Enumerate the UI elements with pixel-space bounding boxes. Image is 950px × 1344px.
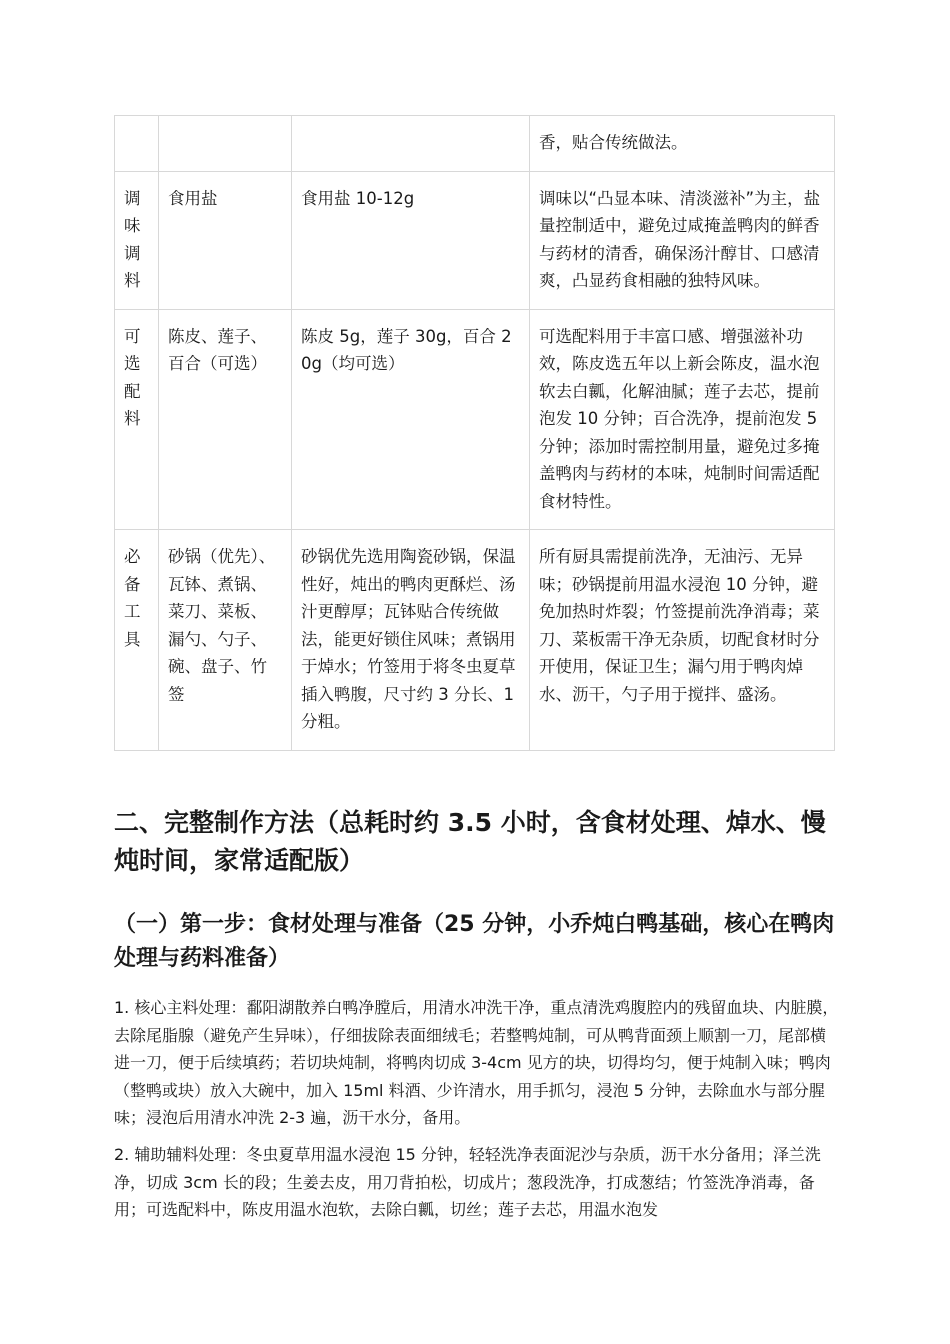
table-cell-item: 陈皮、莲子、百合（可选）	[159, 309, 292, 530]
table-row	[115, 116, 835, 172]
table-row	[115, 171, 835, 309]
table-row	[115, 309, 835, 530]
table-cell-note: 所有厨具需提前洗净，无油污、无异味；砂锅提前用温水浸泡 10 分钟，避免加热时炸裂；竹签提前洗净消毒；菜刀、菜板需干净无杂质，切配食材时分开使用，保证卫生；漏勺用于鸭肉焯水、沥干，勺子用于搅拌、盛汤。	[530, 530, 835, 751]
section-heading: 二、完整制作方法（总耗时约 3.5 小时，含食材处理、焯水、慢炖时间，家常适配版）	[114, 808, 826, 875]
table-cell-category: 调味调料	[115, 171, 159, 309]
table-row	[115, 530, 835, 751]
table-cell-category: 可选配料	[115, 309, 159, 530]
table-cell-note: 调味以“凸显本味、清淡滋补”为主，盐量控制适中，避免过咸掩盖鸭肉的鲜香与药材的清香，确保汤汁醇甘、口感清爽，凸显药食相融的独特风味。	[530, 171, 835, 309]
subsection-heading: （一）第一步：食材处理与准备（25 分钟，小乔炖白鸭基础，核心在鸭肉处理与药料准备）	[114, 912, 835, 971]
table-cell-category	[115, 116, 159, 172]
table-cell-amount	[292, 116, 530, 172]
table-cell-amount: 砂锅优先选用陶瓷砂锅，保温性好，炖出的鸭肉更酥烂、汤汁更醇厚；瓦钵贴合传统做法，能更好锁住风味；煮锅用于焯水；竹签用于将冬虫夏草插入鸭腹，尺寸约 3 分长、1 分粗。	[292, 530, 530, 751]
table-cell-note: 可选配料用于丰富口感、增强滋补功效，陈皮选五年以上新会陈皮，温水泡软去白瓤，化解油腻；莲子去芯，提前泡发 10 分钟；百合洗净，提前泡发 5 分钟；添加时需控制用量，避免过多掩盖鸭肉与药材的本味，炖制时间需适配食材特性。	[530, 309, 835, 530]
step-paragraph: 2. 辅助辅料处理：冬虫夏草用温水浸泡 15 分钟，轻轻洗净表面泥沙与杂质，沥干水分备用；泽兰洗净，切成 3cm 长的段；生姜去皮，用刀背拍松，切成片；葱段洗净，打成葱结；竹签洗净消毒，备用；可选配料中，陈皮用温水泡软，去除白瓤，切丝；莲子去芯，用温水泡发	[114, 1145, 821, 1219]
table-cell-amount: 陈皮 5g，莲子 30g，百合 20g（均可选）	[292, 309, 530, 530]
table-cell-category: 必备工具	[115, 530, 159, 751]
table-cell-item	[159, 116, 292, 172]
table-cell-amount: 食用盐 10-12g	[292, 171, 530, 309]
table-cell-item: 砂锅（优先）、瓦钵、煮锅、菜刀、菜板、漏勺、勺子、碗、盘子、竹签	[159, 530, 292, 751]
step-paragraph: 1. 核心主料处理：鄱阳湖散养白鸭净膛后，用清水冲洗干净，重点清洗鸡腹腔内的残留血块、内脏膜，去除尾脂腺（避免产生异味），仔细拔除表面细绒毛；若整鸭炖制，可从鸭背面颈上顺割一刀，尾部横进一刀，便于后续填药；若切块炖制，将鸭肉切成 3-4cm 见方的块，切得均匀，便于炖制入味；鸭肉（整鸭或块）放入大碗中，加入 15ml 料酒、少许清水，用手抓匀，浸泡 5 分钟，去除血水与部分腥味；浸泡后用清水冲洗 2-3 遍，沥干水分，备用。	[114, 998, 839, 1127]
table-cell-note: 香，贴合传统做法。	[530, 116, 835, 172]
ingredients-table	[114, 115, 835, 751]
table-cell-item: 食用盐	[159, 171, 292, 309]
